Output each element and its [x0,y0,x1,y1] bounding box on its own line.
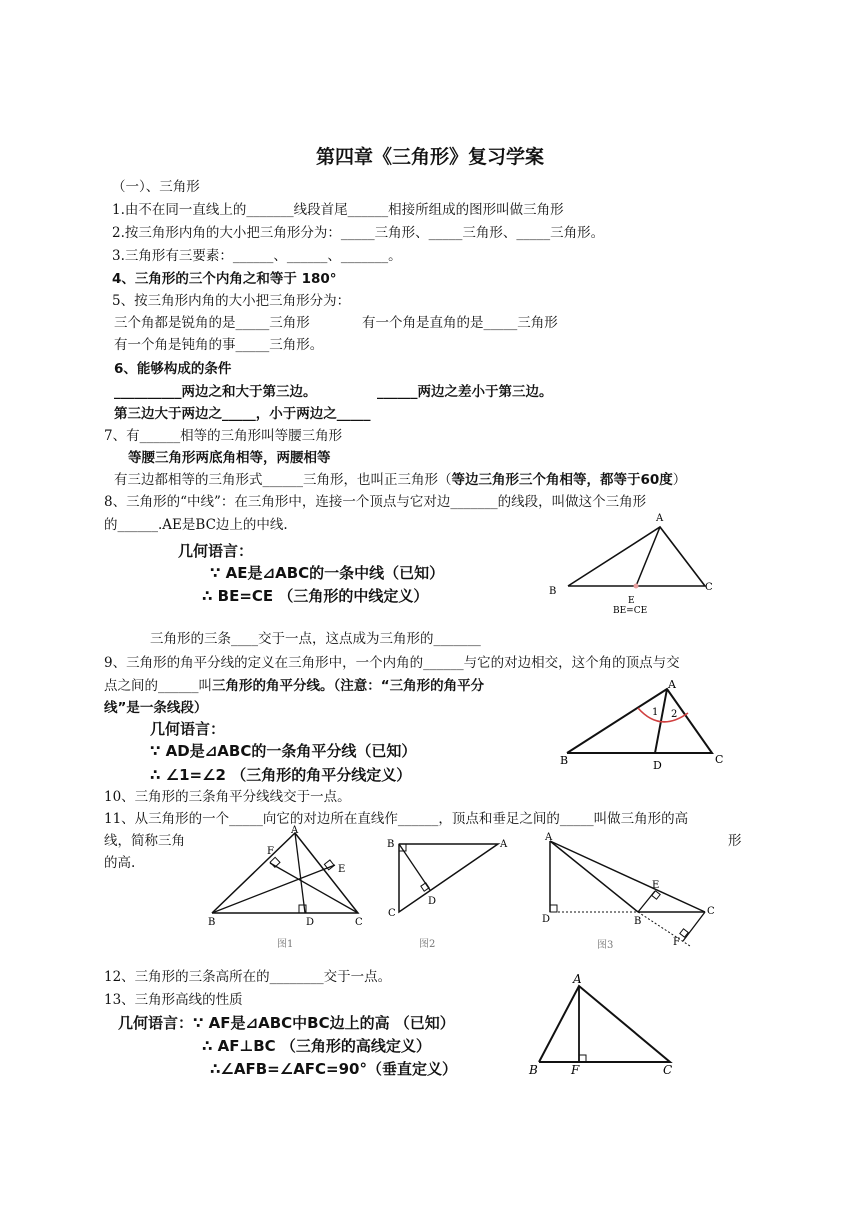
item-11-end2: 的高. [104,855,136,871]
altitude-label-f: F [571,1063,580,1077]
median-geo-2: ∴ BE=CE （三角形的中线定义） [202,587,429,605]
median-label-a: A [656,513,664,524]
item-5-obtuse: 有一个角是钝角的事_____三角形。 [114,337,324,353]
item-11: 11、从三角形的一个_____向它的对边所在直线作______，顶点和垂足之间的_____叫做三角形的高 [104,811,689,827]
altitude-figure-2 [382,832,522,952]
item-12: 12、三角形的三条高所在的________交于一点。 [104,969,392,985]
altitude-geo-1: 几何语言：∵ AF是⊿ABC中BC边上的高 （已知） [118,1014,455,1032]
fig3-caption: 图3 [597,940,614,951]
item-6-diff: ______两边之差小于第三边。 [377,384,553,400]
fig3-label-f: F [673,937,680,948]
fig1-label-e: E [338,864,346,875]
equilateral-note: 等边三角形三个角相等，都等于60度 [451,472,673,488]
item-9-cont-text: 点之间的______叫 [104,678,212,694]
fig1-label-b: B [208,917,216,928]
bisector-label-two: 2 [671,709,678,720]
bisector-figure [555,678,735,778]
fig3-label-a: A [545,832,553,843]
median-geo-heading: 几何语言： [178,542,254,560]
item-9-cont [104,677,484,695]
median-label-b: B [549,586,557,597]
item-6-sum: __________两边之和大于第三边。 [114,384,317,400]
fig1-label-a: A [291,825,299,836]
altitude-geo-3: ∴∠AFB=∠AFC=90°（垂直定义） [210,1060,457,1078]
altitude-property-figure [525,972,695,1082]
fig2-label-a: A [500,839,508,850]
fig1-caption: 图1 [277,939,294,950]
item-6-third: 第三边大于两边之_____，小于两边之_____ [114,406,371,422]
item-7: 7、有______相等的三角形叫等腰三角形 [104,428,343,444]
item-8: 8、三角形的“中线”：在三角形中，连接一个顶点与它对边_______的线段，叫做这个三角形 [104,494,647,510]
item-5: 5、按三角形内角的大小把三角形分为： [112,293,351,309]
median-intersection: 三角形的三条____交于一点，这点成为三角形的_______ [150,631,481,647]
item-8-cont: 的______.AE是BC边上的中线. [104,517,288,533]
section-heading: （一）、三角形 [112,179,200,195]
item-3: 3.三角形有三要素：______、______、_______。 [112,248,402,264]
fig2-label-c: C [388,908,396,919]
equilateral-close: ） [672,472,687,488]
altitude-label-a: A [573,972,582,986]
fig2-label-d: D [428,896,437,907]
bisector-label-a: A [668,678,676,691]
altitude-label-c: C [663,1063,673,1077]
fig2-caption: 图2 [419,939,436,950]
item-10: 10、三角形的三条角平分线线交于一点。 [104,789,351,805]
median-geo-1: ∵ AE是⊿ABC的一条中线（已知） [210,564,445,582]
fig3-label-d: D [542,914,551,925]
bisector-geo-heading: 几何语言： [150,720,226,738]
fig2-label-b: B [387,839,395,850]
item-9-cont-bold: 三角形的角平分线。（注意：“三角形的角平分 [212,678,485,694]
bisector-label-d: D [653,759,662,772]
fig1-label-f: F [267,846,274,857]
bisector-label-c: C [715,753,724,766]
item-7-isosceles: 等腰三角形两底角相等，两腰相等 [128,450,331,466]
item-6: 6、能够构成的条件 [114,361,232,377]
median-caption: BE=CE [613,606,648,616]
fig3-label-e: E [652,880,660,891]
item-11-end: 形 [728,833,742,849]
fig1-label-c: C [355,917,363,928]
item-9: 9、三角形的角平分线的定义在三角形中，一个内角的______与它的对边相交，这个角的顶点与交 [104,655,680,671]
bisector-geo-2: ∴ ∠1=∠2 （三角形的角平分线定义） [150,766,412,784]
item-11-cont: 线，简称三角 [104,833,185,849]
altitude-figure-3 [535,828,725,953]
altitude-geo-2: ∴ AF⊥BC （三角形的高线定义） [202,1037,431,1055]
median-figure [540,510,720,620]
item-2: 2.按三角形内角的大小把三角形分为：_____三角形、_____三角形、_____三角形。 [112,225,605,241]
bisector-label-one: 1 [652,707,659,718]
median-label-c: C [705,582,713,593]
item-1: 1.由不在同一直线上的_______线段首尾______相接所组成的图形叫做三角形 [112,202,564,218]
fig1-label-d: D [306,917,315,928]
bisector-geo-1: ∵ AD是⊿ABC的一条角平分线（已知） [150,742,417,760]
page-title: 第四章《三角形》复习学案 [315,146,544,168]
item-5-acute: 三个角都是锐角的是_____三角形 [114,315,310,331]
item-4: 4、三角形的三个内角之和等于 180° [112,271,337,287]
item-5-right: 有一个角是直角的是_____三角形 [362,315,558,331]
item-7-equilateral [114,471,686,489]
item-13: 13、三角形高线的性质 [104,992,243,1008]
altitude-figure-1 [200,825,370,955]
fig3-label-b: B [634,916,642,927]
median-label-e: E [628,596,635,606]
fig3-label-c: C [707,906,715,917]
altitude-label-b: B [529,1063,538,1077]
equilateral-text: 有三边都相等的三角形式______三角形，也叫正三角形（ [114,472,452,488]
item-9-note: 线”是一条线段） [104,700,208,716]
bisector-label-b: B [560,754,569,767]
